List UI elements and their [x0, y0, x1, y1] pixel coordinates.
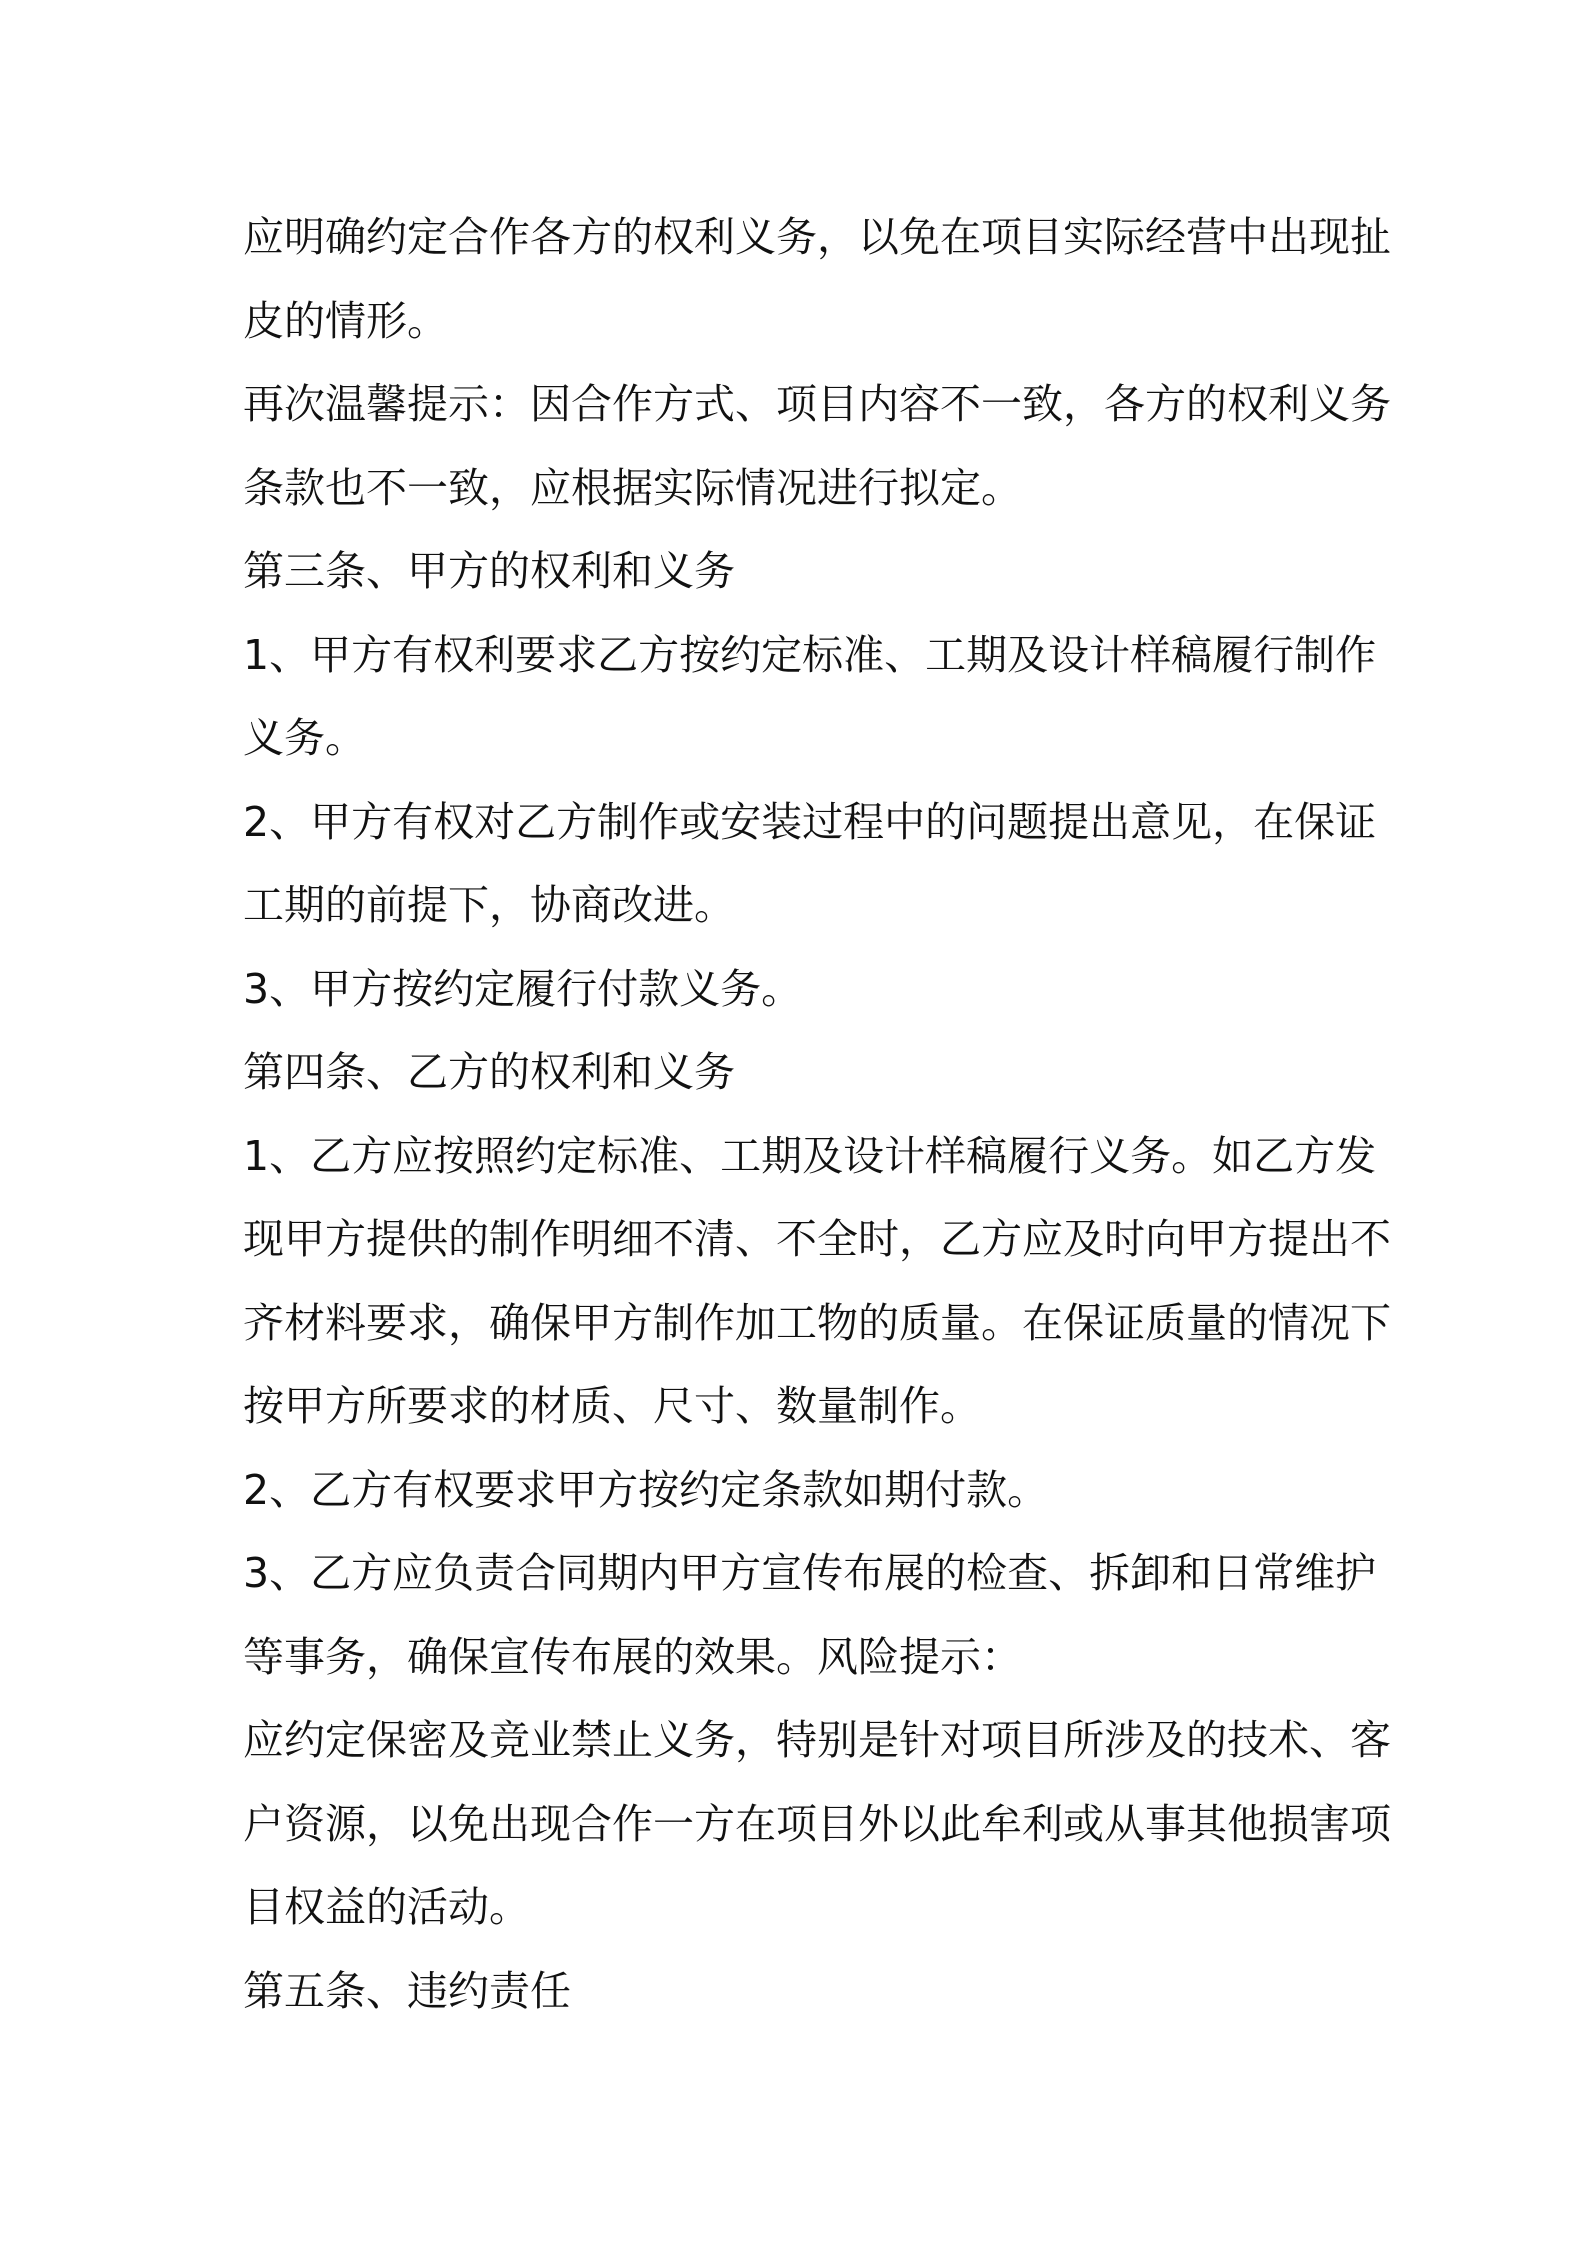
- document-body: [243, 196, 1391, 2033]
- paragraph-line: 3、乙方应负责合同期内甲方宣传布展的检查、拆卸和日常维护: [243, 1549, 1377, 1597]
- section-heading: 第四条、乙方的权利和义务: [243, 1048, 735, 1096]
- section-heading: 第五条、违约责任: [243, 1966, 571, 2015]
- paragraph-line: 皮的情形。: [243, 296, 448, 345]
- section-heading: 第三条、甲方的权利和义务: [243, 547, 735, 595]
- paragraph-line: 目权益的活动。: [243, 1883, 530, 1931]
- paragraph-line: 2、乙方有权要求甲方按约定条款如期付款。: [243, 1465, 1049, 1514]
- paragraph-line: 1、甲方有权利要求乙方按约定标准、工期及设计样稿履行制作: [243, 630, 1377, 679]
- paragraph-line: 应约定保密及竞业禁止义务，特别是针对项目所涉及的技术、客: [243, 1716, 1391, 1764]
- paragraph-line: 等事务，确保宣传布展的效果。风险提示：: [243, 1632, 1022, 1681]
- paragraph-line: 1、乙方应按照约定标准、工期及设计样稿履行义务。如乙方发: [243, 1131, 1377, 1180]
- paragraph-line: 再次温馨提示：因合作方式、项目内容不一致，各方的权利义务: [243, 380, 1391, 428]
- paragraph-line: 工期的前提下，协商改进。: [243, 881, 735, 929]
- paragraph-line: 户资源，以免出现合作一方在项目外以此牟利或从事其他损害项: [243, 1799, 1391, 1848]
- paragraph-line: 3、甲方按约定履行付款义务。: [243, 964, 803, 1013]
- paragraph-line: 条款也不一致，应根据实际情况进行拟定。: [243, 463, 1022, 512]
- paragraph-line: 现甲方提供的制作明细不清、不全时，乙方应及时向甲方提出不: [243, 1215, 1391, 1263]
- paragraph-line: 按甲方所要求的材质、尺寸、数量制作。: [243, 1382, 981, 1430]
- paragraph-line: 齐材料要求，确保甲方制作加工物的质量。在保证质量的情况下: [243, 1298, 1391, 1347]
- paragraph-line: 2、甲方有权对乙方制作或安装过程中的问题提出意见，在保证: [243, 797, 1377, 846]
- paragraph-line: 义务。: [243, 714, 366, 762]
- paragraph-line: 应明确约定合作各方的权利义务，以免在项目实际经营中出现扯: [243, 213, 1391, 261]
